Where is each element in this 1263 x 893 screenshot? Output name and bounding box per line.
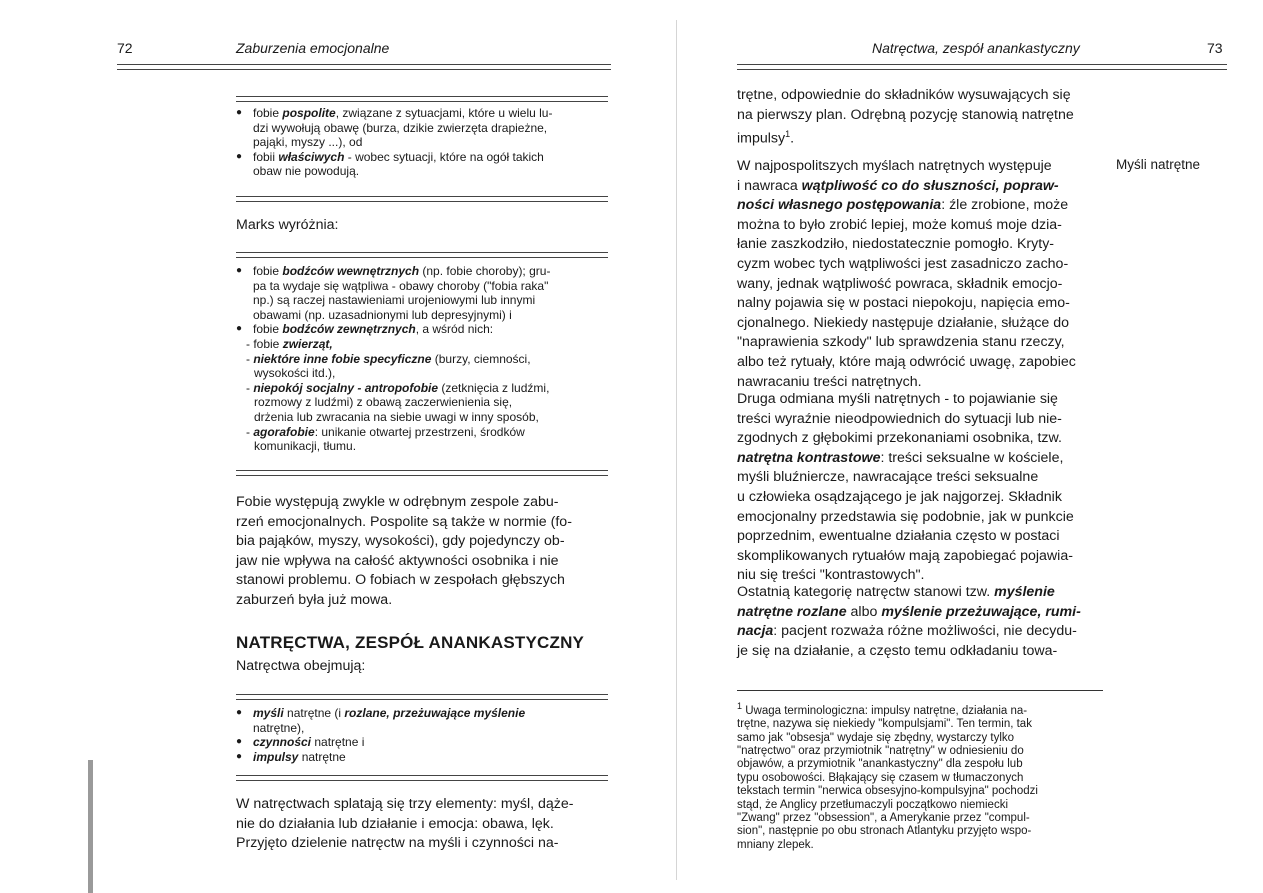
box3-obsession-types: [236, 706, 612, 764]
footnote-reference: 1: [785, 129, 791, 140]
box2-item-internal: ● fobie bodźców wewnętrznych (np. fobie choroby); gru- pa ta wydaje się wątpliwa - obawy choroby ("fobia raka" np.) są raczej nastawieniami urojeniowymi lub innymi obawami (np. uzasadnionymi lub depresyjnymi) i: [236, 264, 614, 322]
box2-marks-classification: [236, 264, 614, 454]
box3-item-actions: ● czynności natrętne i: [236, 735, 612, 750]
left-para-elements: W natręctwach splatają się trzy elementy: myśl, dąże- nie do działania lub działanie i emocja: obawa, lęk. Przyjęto dzielenie natręctw na myśli i czynności na-: [236, 796, 574, 852]
box2-sub-specific: - niektóre inne fobie specyficzne (burzy, ciemności, wysokości itd.),: [246, 351, 531, 381]
left-para-phobias: Fobie występują zwykle w odrębnym zespole zabu- rzeń emocjonalnych. Pospolite są także w normie (fo- bia pająków, myszy, wysokości), gdy pojedynczy ob- jaw nie wpływa na całość aktywności osobnika i nie stanowi problemu. O fobiach w zespołach głębszych zaburzeń była już mowa.: [236, 494, 572, 608]
margin-note: Myśli natrętne: [1116, 157, 1201, 172]
footnote-number: 1: [737, 701, 743, 711]
section-heading: NATRĘCTWA, ZESPÓŁ ANANKASTYCZNY: [236, 633, 585, 652]
right-para-continuation: trętne, odpowiednie do składników wysuwających się na pierwszy plan. Odrębną pozycję stanowią natrętne impulsy$^1$.: [737, 87, 1074, 147]
left-page-number: 72: [117, 40, 133, 56]
right-header-rule: [737, 64, 1227, 70]
box1-item-common: ● fobie pospolite, związane z sytuacjami, które u wielu lu- dzi wywołują obawę (burza, dzikie zwierzęta drapieżne, pająki, myszy ...), od: [236, 106, 612, 150]
footnote: $^1$ Uwaga terminologiczna: impulsy natrętne, działania na- trętne, nazywa się niekiedy "kompulsjami". Ten termin, tak samo jak "obsesja" wydaje się zbędny, wystarczy tylko "natręctwo" oraz przymiotnik "natrętny" w odniesieniu do objawów, a przymiotnik "anankastyczny" dla zespołu lub typu osobowości. Błąkający się czasem w tłumaczonych tekstach termin "nerwica obsesyjno-kompulsyjna" pochodzi stąd, że Anglicy przetłumaczyli początkowo niemiecki "Zwang" przez "obsession", a Amerykanie przez "compul- sion", następnie po obu stronach Atlantyku przyjęto wspo- mniany zlepek.: [737, 701, 1038, 851]
box2-item-external: ● fobie bodźców zewnętrznych, a wśród nich:: [236, 322, 614, 337]
book-spine-shadow: [88, 760, 93, 893]
right-para-rumination: Ostatnią kategorię natręctw stanowi tzw. myślenie natrętne rozlane albo myślenie przeżuwające, rumi- nacja: pacjent rozważa różne możliwości, nie decydu- je się na działanie, a często temu odkładaniu towa-: [737, 584, 1081, 659]
right-page-number: 73: [1207, 40, 1223, 56]
right-para-doubts: W najpospolitszych myślach natrętnych występuje i nawraca wątpliwość co do słuszności, popraw- ności własnego postępowania: źle zrobione, może można to było zrobić lepiej, może komuś moje dzia- łanie zaszkodziło, niedostatecznie pomogło. Kryty- cyzm wobec tych wątpliwości jest zasadniczo zacho- wany, jednak wątpliwość powraca, składnik emocjo- nalny pojawia się w postaci niepokoju, napięcia emo- cjonalnego. Niekiedy następuje działanie, służące do "naprawienia szkody" lub sprawdzenia stanu rzeczy, albo też rytuały, które mają odwrócić uwagę, zapobiec nawracaniu treści natrętnych.: [737, 158, 1076, 390]
box1-bottom-rule: [236, 196, 608, 202]
box3-top-rule: [236, 694, 608, 700]
box2-sub-animals: - fobie zwierząt,: [246, 336, 333, 351]
box1-phobia-types: [236, 106, 612, 179]
marks-intro: Marks wyróżnia:: [236, 217, 339, 233]
box2-sub-agoraphobia: - agorafobie: unikanie otwartej przestrzeni, środków komunikacji, tłumu.: [246, 424, 525, 454]
box3-item-thoughts: ● myśli natrętne (i rozlane, przeżuwające myślenie natrętne),: [236, 706, 612, 735]
page-gutter: [676, 20, 677, 880]
left-running-head: Zaburzenia emocjonalne: [236, 40, 390, 56]
box2-top-rule: [236, 252, 608, 258]
box2-bottom-rule: [236, 470, 608, 476]
box1-top-rule: [236, 96, 608, 102]
section-subheading: Natręctwa obejmują:: [236, 658, 366, 674]
box2-sub-social: - niepokój socjalny - antropofobie (zetknięcia z ludźmi, rozmowy z ludźmi) z obawą zaczerwienienia się, drżenia lub zwracania na siebie uwagi w inny sposób,: [246, 380, 550, 424]
footnote-rule: [737, 690, 1103, 691]
left-header-rule: [117, 64, 611, 70]
box1-item-proper: ● fobii właściwych - wobec sytuacji, które na ogół takich obaw nie powodują.: [236, 150, 612, 179]
box3-item-impulses: ● impulsy natrętne: [236, 750, 612, 765]
box3-bottom-rule: [236, 775, 608, 781]
right-para-contrast: Druga odmiana myśli natrętnych - to pojawianie się treści wyraźnie nieodpowiednich do sytuacji lub nie- zgodnych z głębokimi przekonaniami osobnika, tzw. natrętna kontrastowe: treści seksualne w kościele, myśli bluźniercze, nawracające treści seksualne u człowieka osądzającego je jak najgorzej. Składnik emocjonalny przedstawia się podobnie, jak w punkcie poprzednim, ewentualne działania często w postaci skomplikowanych rytuałów mają zapobiegać pojawia- niu się treści "kontrastowych".: [737, 391, 1074, 584]
right-running-head: Natręctwa, zespół anankastyczny: [872, 40, 1080, 56]
